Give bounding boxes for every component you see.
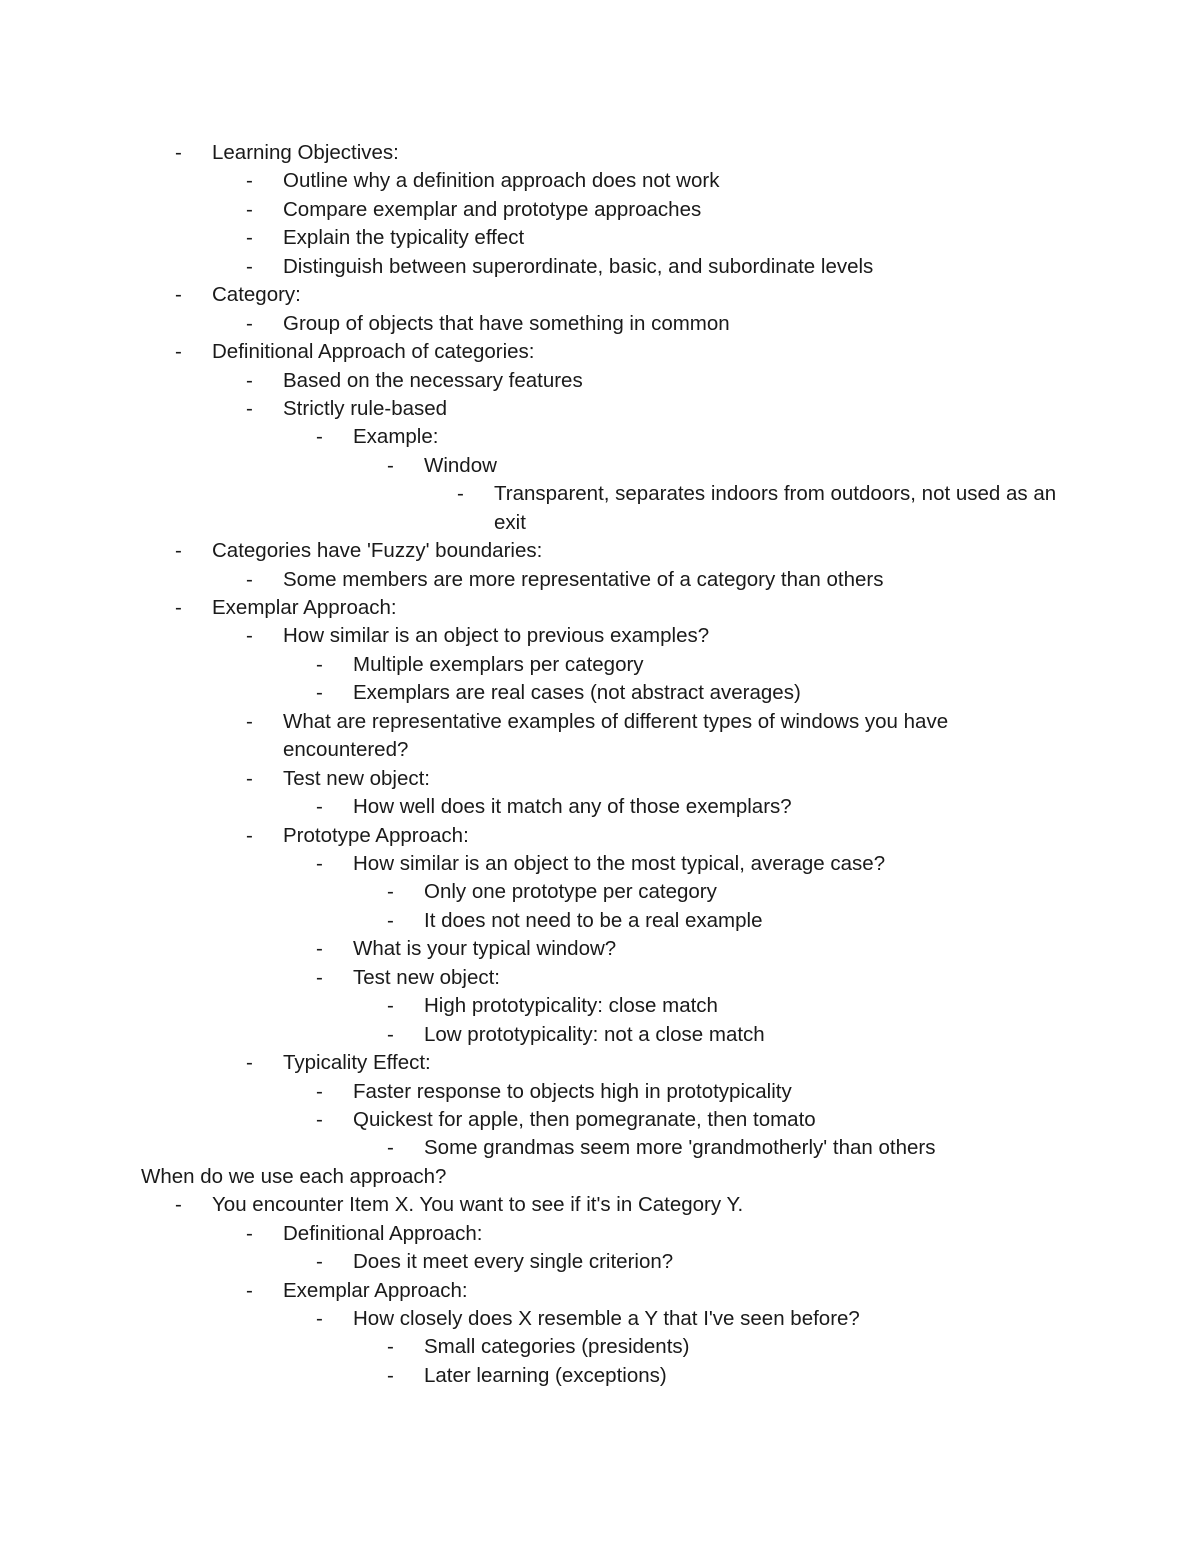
bullet-dash: - <box>387 1136 394 1160</box>
outline-text: Multiple exemplars per category <box>353 652 644 676</box>
outline-item <box>0 594 1200 622</box>
outline-item <box>0 1305 1200 1333</box>
bullet-dash: - <box>316 1250 323 1274</box>
outline-item <box>0 1333 1200 1361</box>
bullet-dash: - <box>246 766 253 790</box>
bullet-dash: - <box>387 1363 394 1387</box>
outline-item <box>0 423 1200 451</box>
outline-item <box>0 822 1200 850</box>
outline-text: Transparent, separates indoors from outdoors, not used as an exit <box>494 482 1057 534</box>
outline-item <box>0 622 1200 650</box>
outline-text: Group of objects that have something in common <box>283 311 730 335</box>
outline-text: Quickest for apple, then pomegranate, then tomato <box>353 1107 816 1131</box>
outline-text: Outline why a definition approach does not work <box>283 169 720 193</box>
bullet-dash: - <box>316 1107 323 1131</box>
bullet-dash: - <box>246 254 253 278</box>
outline-text: Only one prototype per category <box>424 880 717 904</box>
outline-text: Category: <box>212 283 301 307</box>
outline-item <box>0 679 1200 707</box>
bullet-dash: - <box>316 652 323 676</box>
bullet-dash: - <box>246 567 253 591</box>
bullet-dash: - <box>175 283 182 307</box>
bullet-dash: - <box>246 169 253 193</box>
bullet-dash: - <box>316 425 323 449</box>
outline-text: Some grandmas seem more 'grandmotherly' than others <box>424 1136 936 1160</box>
bullet-dash: - <box>246 311 253 335</box>
bullet-dash: - <box>387 880 394 904</box>
outline-text: Low prototypicality: not a close match <box>424 1022 765 1046</box>
bullet-dash: - <box>316 795 323 819</box>
bullet-dash: - <box>246 624 253 648</box>
bullet-dash: - <box>246 709 253 733</box>
outline-text: Compare exemplar and prototype approaches <box>283 197 702 221</box>
outline-item <box>0 452 1200 480</box>
bullet-dash: - <box>246 368 253 392</box>
outline-item <box>0 1362 1200 1390</box>
bullet-dash: - <box>246 823 253 847</box>
outline-item <box>0 395 1200 423</box>
outline-item <box>0 566 1200 594</box>
outline-text: How well does it match any of those exemplars? <box>353 795 792 819</box>
outline-text: Typicality Effect: <box>283 1051 431 1075</box>
bullet-dash: - <box>316 965 323 989</box>
outline-item <box>0 367 1200 395</box>
outline-item <box>0 1248 1200 1276</box>
outline-item <box>0 139 1200 167</box>
outline-item <box>0 338 1200 366</box>
bullet-dash: - <box>175 340 182 364</box>
outline-text: What are representative examples of different types of windows you have encountered? <box>283 709 949 762</box>
outline-item <box>0 253 1200 281</box>
bullet-dash: - <box>316 1307 323 1330</box>
outline-item <box>0 850 1200 878</box>
bullet-dash: - <box>175 141 182 164</box>
outline-item <box>0 992 1200 1020</box>
outline-text: Test new object: <box>283 766 430 790</box>
bullet-dash: - <box>175 596 182 620</box>
outline-text: Prototype Approach: <box>283 823 469 847</box>
outline-text: Small categories (presidents) <box>424 1335 690 1359</box>
outline-item <box>0 1021 1200 1049</box>
outline-text: What is your typical window? <box>353 937 617 961</box>
bullet-dash: - <box>457 482 464 506</box>
outline-text: Does it meet every single criterion? <box>353 1250 674 1274</box>
bullet-dash: - <box>316 852 323 875</box>
outline-item <box>0 480 1200 537</box>
outline-item <box>0 708 1200 765</box>
bullet-dash: - <box>246 1221 253 1245</box>
bullet-dash: - <box>246 197 253 221</box>
outline-text: Based on the necessary features <box>283 368 583 392</box>
document-body <box>0 139 1200 1390</box>
outline-text: Exemplar Approach: <box>212 596 397 620</box>
outline-text: Definitional Approach of categories: <box>212 340 535 364</box>
outline-text: Test new object: <box>353 965 500 989</box>
outline-text: Definitional Approach: <box>283 1221 483 1245</box>
bullet-dash: - <box>246 226 253 250</box>
outline-text: Exemplars are real cases (not abstract averages) <box>353 681 801 705</box>
outline-text: Categories have 'Fuzzy' boundaries: <box>212 539 543 563</box>
bullet-dash: - <box>246 1278 253 1302</box>
outline-heading <box>0 1163 1200 1191</box>
outline-text: Faster response to objects high in prototypicality <box>353 1079 792 1103</box>
bullet-dash: - <box>246 1051 253 1075</box>
bullet-dash: - <box>316 1079 323 1103</box>
outline-item <box>0 1191 1200 1219</box>
bullet-dash: - <box>316 937 323 961</box>
outline-text: How similar is an object to the most typical, average case? <box>353 852 886 875</box>
outline-item <box>0 1106 1200 1134</box>
outline-item <box>0 765 1200 793</box>
outline-text: Distinguish between superordinate, basic, and subordinate levels <box>283 254 874 278</box>
bullet-dash: - <box>175 539 182 563</box>
outline-item <box>0 281 1200 309</box>
bullet-dash: - <box>387 908 394 932</box>
outline-item <box>0 167 1200 195</box>
outline-item <box>0 1049 1200 1077</box>
outline-item <box>0 1134 1200 1162</box>
outline-text: Later learning (exceptions) <box>424 1363 667 1387</box>
outline-item <box>0 935 1200 963</box>
bullet-dash: - <box>246 396 253 420</box>
outline-item <box>0 907 1200 935</box>
bullet-dash: - <box>387 1335 394 1359</box>
outline-text: Some members are more representative of a category than others <box>283 567 884 591</box>
outline-text: Window <box>424 453 497 477</box>
outline-item <box>0 310 1200 338</box>
outline-item <box>0 537 1200 565</box>
bullet-dash: - <box>175 1193 182 1217</box>
outline-item <box>0 878 1200 906</box>
outline-item <box>0 224 1200 252</box>
outline-text: Strictly rule-based <box>283 396 448 420</box>
outline-text: It does not need to be a real example <box>424 908 763 932</box>
outline-item <box>0 1220 1200 1248</box>
outline-item <box>0 1277 1200 1305</box>
outline-text: Explain the typicality effect <box>283 226 525 250</box>
outline-item <box>0 1078 1200 1106</box>
outline-item <box>0 196 1200 224</box>
bullet-dash: - <box>387 1022 394 1046</box>
outline-text: When do we use each approach? <box>141 1164 447 1188</box>
bullet-dash: - <box>316 681 323 705</box>
outline-item <box>0 964 1200 992</box>
outline-item <box>0 651 1200 679</box>
outline-text: How similar is an object to previous examples? <box>283 624 710 648</box>
bullet-dash: - <box>387 453 394 477</box>
outline-text: High prototypicality: close match <box>424 994 718 1018</box>
outline-text: Learning Objectives: <box>212 141 399 164</box>
outline-text: Example: <box>353 425 439 449</box>
outline-text: You encounter Item X. You want to see if it's in Category Y. <box>212 1193 744 1217</box>
outline-text: How closely does X resemble a Y that I've seen before? <box>353 1307 860 1330</box>
outline-text: Exemplar Approach: <box>283 1278 468 1302</box>
outline-item <box>0 793 1200 821</box>
bullet-dash: - <box>387 994 394 1018</box>
